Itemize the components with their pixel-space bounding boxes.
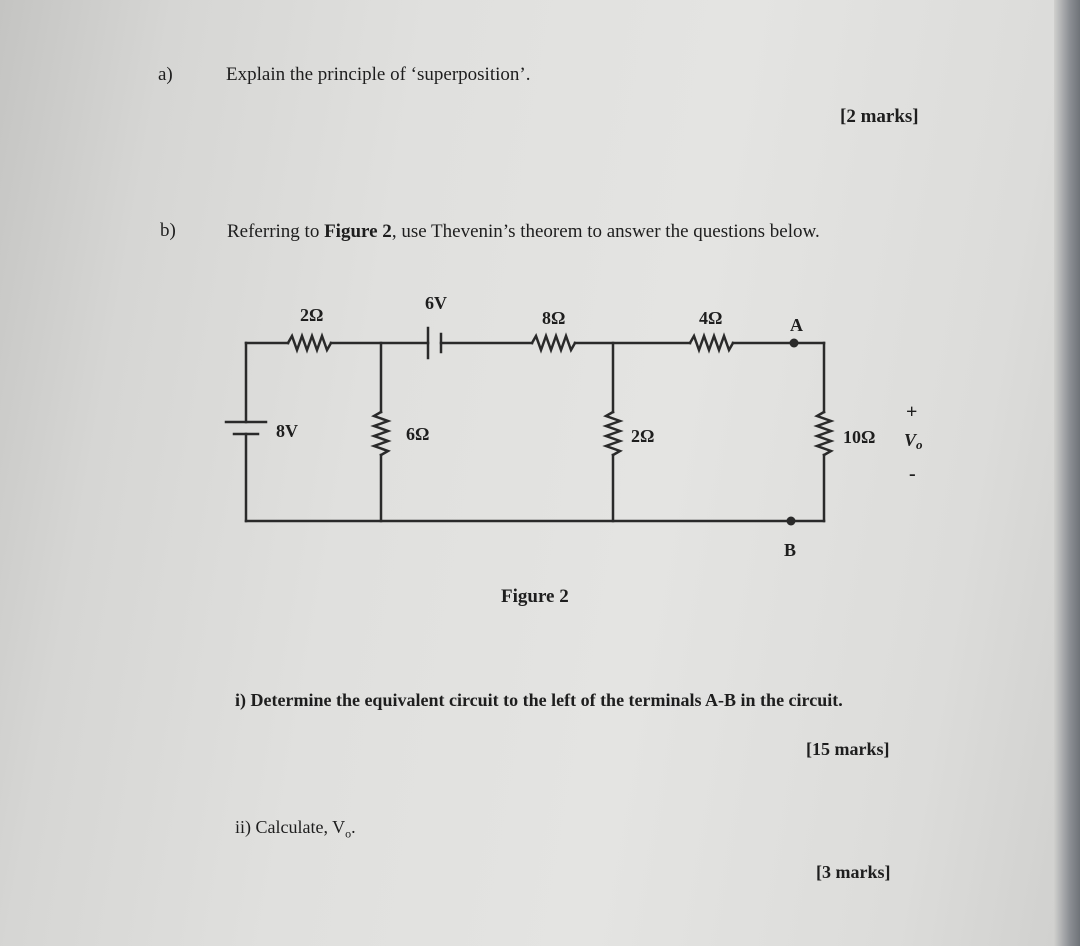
sub-question-i-marks: [15 marks] — [806, 739, 890, 759]
label-vo-sub: o — [916, 437, 923, 452]
label-2ohm-mid: 2Ω — [631, 426, 655, 446]
label-2ohm-top: 2Ω — [300, 305, 324, 325]
label-terminal-b: B — [784, 540, 797, 560]
label-6ohm: 6Ω — [406, 424, 430, 444]
sub-question-ii-main: ii) Calculate, V — [235, 817, 346, 837]
label-8ohm: 8Ω — [542, 308, 566, 328]
label-8v: 8V — [276, 421, 298, 441]
question-b-suffix: , use Thevenin’s theorem to answer the questions below. — [391, 221, 820, 242]
label-4ohm: 4Ω — [699, 308, 723, 328]
label-plus: + — [906, 401, 918, 423]
resistor-2ohm-top — [288, 336, 331, 350]
sub-question-ii-marks: [3 marks] — [816, 862, 891, 882]
label-vo-v: V — [904, 430, 917, 450]
resistor-4ohm — [690, 336, 733, 350]
sub-question-i-text: i) Determine the equivalent circuit to the left of the terminals A-B in the circuit. — [235, 690, 843, 710]
sub-question-ii-suffix: . — [351, 817, 356, 837]
resistor-10ohm — [817, 412, 831, 455]
resistor-2ohm-mid — [606, 412, 620, 455]
terminal-a-dot — [790, 339, 799, 348]
figure-ref: Figure 2 — [324, 221, 392, 242]
sub-question-ii-sub: o — [345, 826, 352, 841]
question-b-prefix: Referring to — [227, 221, 325, 242]
resistor-6ohm — [374, 412, 388, 455]
question-a-label: a) — [158, 64, 173, 85]
label-10ohm: 10Ω — [843, 427, 876, 447]
resistor-8ohm — [532, 336, 575, 350]
screen-edge — [1054, 0, 1080, 946]
label-terminal-a: A — [790, 315, 803, 335]
terminal-b-dot — [787, 517, 796, 526]
sub-question-ii-text — [235, 817, 356, 842]
figure-caption: Figure 2 — [501, 586, 569, 607]
question-a-text: Explain the principle of ‘superposition’. — [226, 64, 531, 85]
question-a-marks: [2 marks] — [840, 106, 919, 127]
label-vo — [904, 430, 923, 452]
question-b-label: b) — [160, 220, 176, 241]
label-minus: - — [909, 463, 916, 485]
label-6v: 6V — [425, 293, 447, 313]
